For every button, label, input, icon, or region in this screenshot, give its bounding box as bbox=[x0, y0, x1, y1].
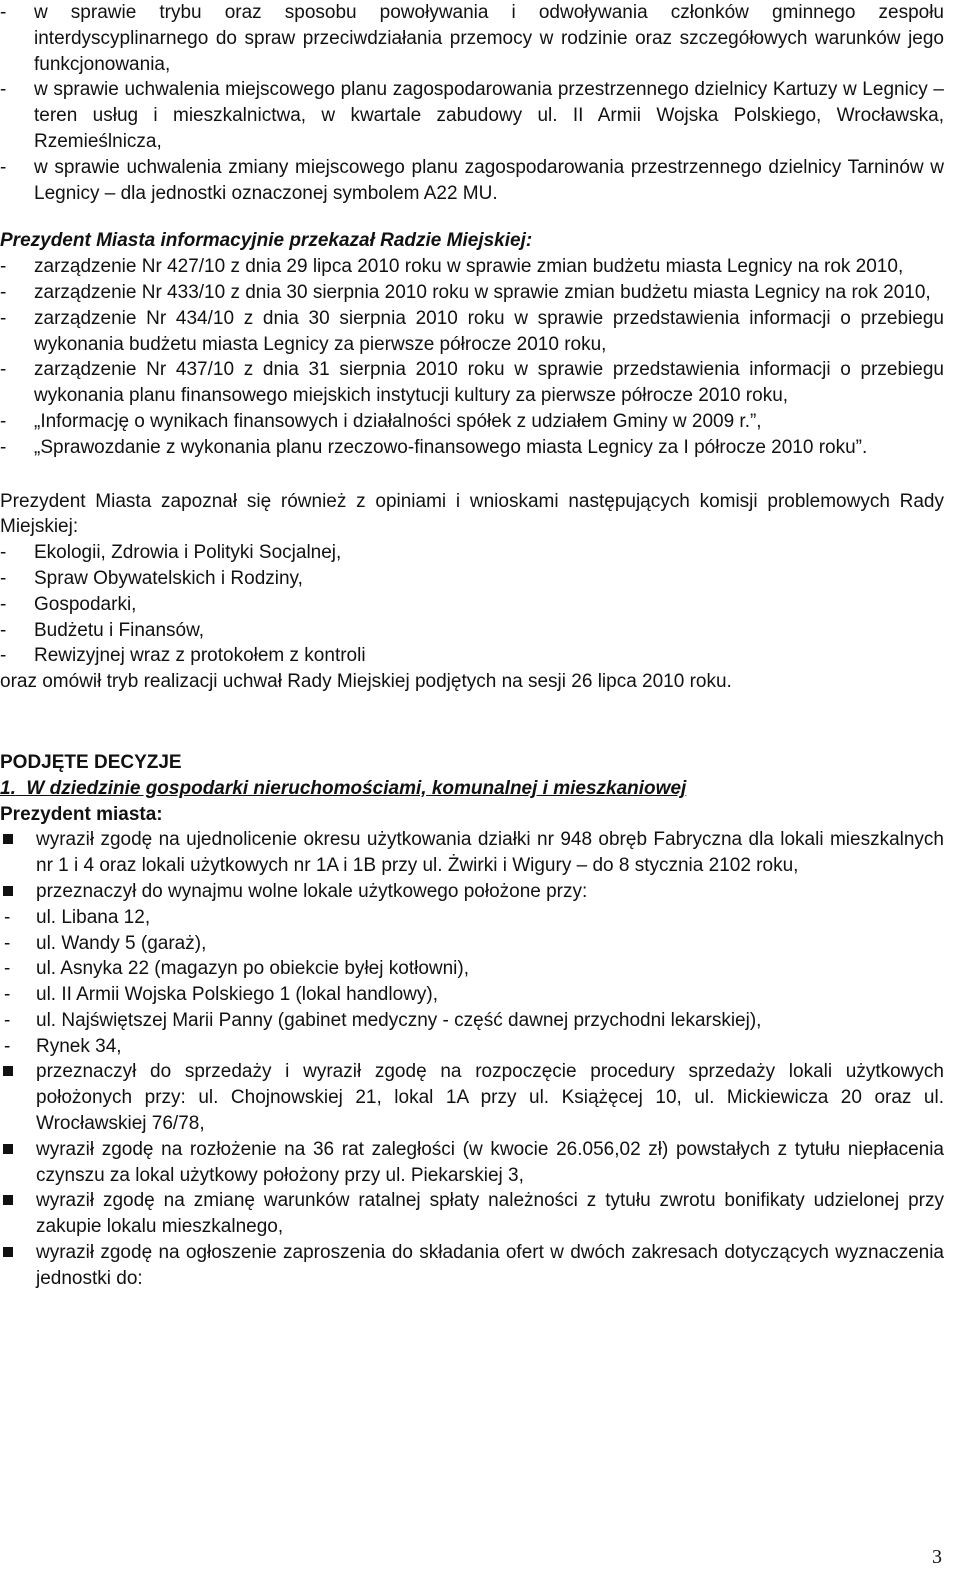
square-bullet-icon bbox=[3, 886, 13, 896]
dash-marker: - bbox=[0, 156, 7, 178]
list-item: - ul. II Armii Wojska Polskiego 1 (lokal handlowy), bbox=[0, 982, 944, 1008]
list-item: - zarządzenie Nr 434/10 z dnia 30 sierpnia 2010 roku w sprawie przedstawienia informacji o przebiegu wykonania budżetu miasta Legnicy za pierwsze półrocze 2010 roku, bbox=[0, 307, 944, 355]
dash-marker: - bbox=[0, 410, 7, 432]
rental-places-list bbox=[0, 905, 944, 1060]
list-item: - zarządzenie Nr 427/10 z dnia 29 lipca 2010 roku w sprawie zmian budżetu miasta Legnicy na rok 2010, bbox=[0, 254, 944, 280]
info-list bbox=[0, 254, 944, 460]
decision-item: wyraził zgodę na ogłoszenie zaproszenia do składania ofert w dwóch zakresach dotyczących wyznaczenia jednostki do: bbox=[0, 1240, 944, 1292]
dash-marker: - bbox=[0, 436, 7, 458]
list-item: - zarządzenie Nr 437/10 z dnia 31 sierpnia 2010 roku w sprawie przedstawienia informacji o przebiegu wykonania planu finansowego miejskich instytucji kultury za pierwsze półrocze 2010 roku, bbox=[0, 359, 944, 407]
dash-marker: - bbox=[0, 593, 7, 615]
dash-marker: - bbox=[0, 281, 7, 303]
list-item: - Rynek 34, bbox=[0, 1034, 944, 1060]
square-bullet-icon bbox=[3, 1066, 13, 1076]
dash-marker: - bbox=[0, 645, 7, 667]
list-item: - w sprawie trybu oraz sposobu powoływania i odwoływania członków gminnego zespołu interdyscyplinarnego do spraw przeciwdziałania przemocy w rodzinie oraz szczegółowych warunków jego funkcjonowania, bbox=[0, 2, 944, 75]
list-item: - w sprawie uchwalenia zmiany miejscowego planu zagospodarowania przestrzennego dzielnicy Tarninów w Legnicy – dla jednostki oznaczonej symbolem A22 MU. bbox=[0, 156, 944, 204]
list-item: - ul. Wandy 5 (garaż), bbox=[0, 931, 944, 957]
decision-item: wyraził zgodę na zmianę warunków ratalnej spłaty należności z tytułu zwrotu bonifikaty udzielonej przy zakupie lokalu mieszkalnego, bbox=[0, 1188, 944, 1240]
list-item: - ul. Najświętszej Marii Panny (gabinet medyczny - część dawnej przychodni lekarskiej), bbox=[0, 1008, 944, 1034]
square-bullet-icon bbox=[3, 1247, 13, 1257]
dash-marker: - bbox=[0, 619, 7, 641]
decisions-list-continued bbox=[0, 1059, 944, 1291]
decision-item: wyraził zgodę na ujednolicenie okresu użytkowania działki nr 948 obręb Fabryczna dla lokali mieszkalnych nr 1 i 4 oraz lokali użytkowych nr 1A i 1B przy ul. Żwirki i Wigury – do 8 stycznia 2102 roku, bbox=[0, 827, 944, 879]
dash-marker: - bbox=[0, 256, 7, 278]
square-bullet-icon bbox=[3, 1144, 13, 1154]
dash-marker: - bbox=[4, 958, 11, 980]
mayor-label: Prezydent miasta: bbox=[0, 803, 163, 825]
decisions-list bbox=[0, 827, 944, 904]
list-item: - ul. Asnyka 22 (magazyn po obiekcie byłej kotłowni), bbox=[0, 956, 944, 982]
info-heading: Prezydent Miasta informacyjnie przekazał Radzie Miejskiej: bbox=[0, 230, 533, 252]
dash-marker: - bbox=[4, 984, 11, 1006]
square-bullet-icon bbox=[3, 1195, 13, 1205]
dash-marker: - bbox=[0, 79, 7, 101]
section-1-title: 1. W dziedzinie gospodarki nieruchomościami, komunalnej i mieszkaniowej bbox=[0, 777, 687, 799]
dash-marker: - bbox=[4, 906, 11, 928]
list-item: - „Informację o wynikach finansowych i działalności spółek z udziałem Gminy w 2009 r.”, bbox=[0, 409, 944, 435]
list-item: - Rewizyjnej wraz z protokołem z kontroli bbox=[0, 643, 944, 669]
list-item: - w sprawie uchwalenia miejscowego planu zagospodarowania przestrzennego dzielnicy Kartuzy w Legnicy – teren usług i mieszkalnictwa, w kwartale zabudowy ul. II Armii Wojska Polskiego, Wrocławska, Rzemieślnicza, bbox=[0, 79, 944, 152]
committees-outro: oraz omówił tryb realizacji uchwał Rady Miejskiej podjętych na sesji 26 lipca 2010 roku. bbox=[0, 671, 732, 693]
decision-item: przeznaczył do sprzedaży i wyraził zgodę na rozpoczęcie procedury sprzedaży lokali użytkowych położonych przy: ul. Chojnowskiej 21, lokal 1A przy ul. Książęcej 10, ul. Mickiewicza 20 oraz ul. Wrocławskiej 76/78, bbox=[0, 1059, 944, 1136]
dash-marker: - bbox=[0, 359, 7, 381]
committees-list bbox=[0, 540, 944, 669]
dash-marker: - bbox=[0, 307, 7, 329]
dash-marker: - bbox=[4, 932, 11, 954]
list-item: - Spraw Obywatelskich i Rodziny, bbox=[0, 566, 944, 592]
committees-intro: Prezydent Miasta zapoznał się również z opiniami i wnioskami następujących komisji problemowych Rady Miejskiej: bbox=[0, 490, 944, 538]
dash-marker: - bbox=[0, 542, 7, 564]
square-bullet-icon bbox=[3, 834, 13, 844]
intro-list bbox=[0, 0, 944, 206]
decision-item: wyraził zgodę na rozłożenie na 36 rat zaległości (w kwocie 26.056,02 zł) powstałych z tytułu niepłacenia czynszu za lokal użytkowy położony przy ul. Piekarskiej 3, bbox=[0, 1137, 944, 1189]
list-item: - Budżetu i Finansów, bbox=[0, 618, 944, 644]
dash-marker: - bbox=[4, 1009, 11, 1031]
decision-item: przeznaczył do wynajmu wolne lokale użytkowego położone przy: bbox=[0, 879, 944, 905]
list-item: - „Sprawozdanie z wykonania planu rzeczowo-finansowego miasta Legnicy za I półrocze 2010 roku”. bbox=[0, 435, 944, 461]
dash-marker: - bbox=[4, 1035, 11, 1057]
dash-marker: - bbox=[0, 2, 7, 23]
list-item: - Ekologii, Zdrowia i Polityki Socjalnej, bbox=[0, 540, 944, 566]
dash-marker: - bbox=[0, 567, 7, 589]
page-number: 3 bbox=[932, 1546, 942, 1568]
decisions-heading: PODJĘTE DECYZJE bbox=[0, 751, 182, 773]
list-item: - Gospodarki, bbox=[0, 592, 944, 618]
list-item: - ul. Libana 12, bbox=[0, 905, 944, 931]
list-item: - zarządzenie Nr 433/10 z dnia 30 sierpnia 2010 roku w sprawie zmian budżetu miasta Legnicy na rok 2010, bbox=[0, 280, 944, 306]
